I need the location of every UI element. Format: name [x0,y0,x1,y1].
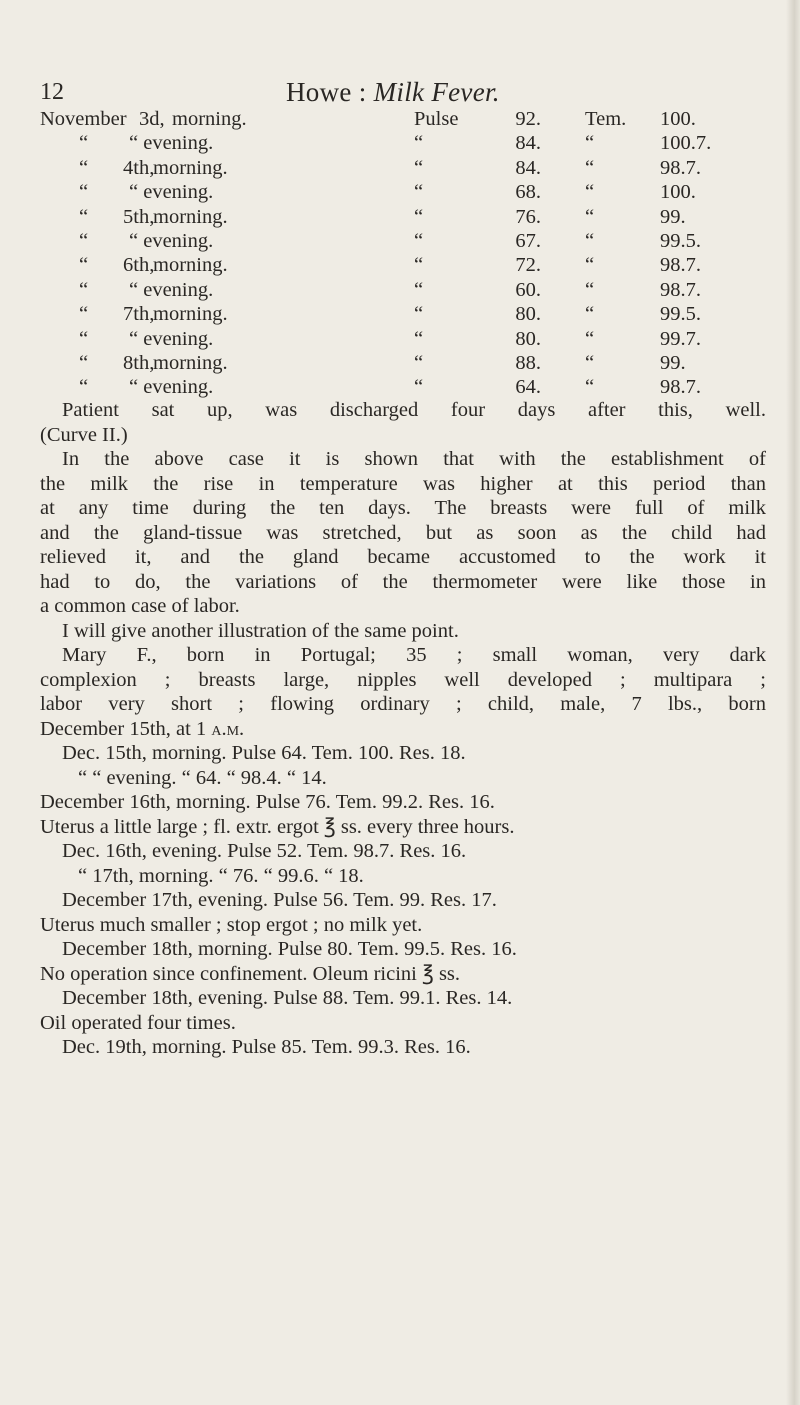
pulse-value: 64. [515,376,541,399]
time-of-day: “ evening. [129,132,214,155]
para1-line: and the gland-tissue was stretched, but as soon as the child had [40,521,766,544]
table-row [0,206,800,230]
temp-value: 99.5. [660,229,701,252]
temp-label: “ [585,254,595,277]
temp-label: Tem. [585,108,627,130]
pulse-value: 84. [515,156,541,179]
para3-text: December 15th, at 1 [40,717,207,740]
day: 3d, [139,108,165,130]
table-row [0,303,800,327]
pulse-label: “ [414,327,424,350]
record-note: No operation since confinement. Oleum ricini ℥ ss. [40,962,461,985]
pulse-label: “ [414,229,424,252]
time-of-day: morning. [153,303,228,326]
pulse-value: 80. [515,303,541,326]
running-head [286,77,500,108]
temperature-table [0,108,800,401]
time-of-day: “ evening. [129,327,214,350]
temp-value: 99. [660,351,686,374]
para3-line: labor very short ; flowing ordinary ; child, male, 7 lbs., born [40,693,766,715]
time-of-day: “ evening. [129,181,214,204]
temp-label: “ [585,303,595,326]
record-line: December 16th, morning. Pulse 76. Tem. 99.2. Res. 16. [40,791,495,813]
pulse-value: 76. [515,205,541,228]
para1-line: In the above case it is shown that with the establishment of [62,448,766,470]
ditto-mark: “ [79,254,89,277]
temp-label: “ [585,229,595,252]
pulse-label: “ [414,351,424,374]
running-head-title: Milk Fever. [373,77,500,107]
ditto-mark: “ [79,156,89,179]
pulse-label: “ [414,205,424,228]
para1-line: relieved it, and the gland became accustomed to the work it [40,546,766,568]
pulse-value: 84. [515,132,541,155]
para1-line: the milk the rise in temperature was higher at this period than [40,472,766,495]
temp-value: 98.7. [660,376,701,399]
temp-value: 100. [660,181,696,204]
temp-label: “ [585,205,595,228]
temp-label: “ [585,278,595,301]
ditto-mark: “ [79,181,89,204]
pulse-value: 88. [515,351,541,374]
temp-label: “ [585,132,595,155]
record-note: Uterus a little large ; fl. extr. ergot ℥ ss. every three hours. [40,815,515,838]
temp-label: “ [585,351,595,374]
para3-line: complexion ; breasts large, nipples well developed ; multipara ; [40,668,766,691]
ditto-mark: “ [79,351,89,374]
pulse-label: Pulse [414,108,459,130]
table-row [0,254,800,278]
page-number: 12 [40,79,64,105]
time-of-day: morning. [153,205,228,228]
temp-label: “ [585,156,595,179]
record-line: Dec. 16th, evening. Pulse 52. Tem. 98.7. Res. 16. [62,840,467,862]
pulse-label: “ [414,156,424,179]
temp-value: 98.7. [660,156,701,179]
temp-label: “ [585,376,595,399]
ditto-mark: November [40,108,127,130]
day: 7th, [123,303,155,326]
pulse-label: “ [414,376,424,399]
body-text [40,398,766,1060]
pulse-label: “ [414,254,424,277]
ditto-mark: “ [79,303,89,326]
table-row [0,352,800,376]
day: 8th, [123,351,155,374]
time-of-day: “ evening. [129,229,214,252]
pulse-value: 60. [515,278,541,301]
temp-value: 99.7. [660,327,701,350]
time-of-day: “ evening. [129,376,214,399]
pulse-value: 68. [515,181,541,204]
para1-line: a common case of labor. [40,595,240,617]
temp-label: “ [585,181,595,204]
record-note: Uterus much smaller ; stop ergot ; no milk yet. [40,913,423,936]
day: 6th, [123,254,155,277]
ditto-mark: “ [79,327,89,350]
temp-value: 100.7. [660,132,712,155]
table-row [0,328,800,352]
record-line: “ 17th, morning. “ 76. “ 99.6. “ 18. [78,864,364,887]
para1-line: had to do, the variations of the thermometer were like those in [40,570,766,593]
para1-line: at any time during the ten days. The breasts were full of milk [40,497,766,519]
record-line: “ “ evening. “ 64. “ 98.4. “ 14. [78,766,327,789]
record-line: Dec. 15th, morning. Pulse 64. Tem. 100. Res. 18. [62,742,466,764]
pulse-label: “ [414,132,424,155]
table-row [0,157,800,181]
time-of-day: morning. [153,156,228,179]
temp-value: 99. [660,205,686,228]
temp-value: 98.7. [660,254,701,277]
time-of-day: morning. [153,254,228,277]
temp-label: “ [585,327,595,350]
table-row [0,181,800,205]
curve-reference: (Curve II.) [40,423,128,446]
table-row [0,132,800,156]
pulse-label: “ [414,303,424,326]
time-of-day: “ evening. [129,278,214,301]
pulse-value: 67. [515,229,541,252]
ditto-mark: “ [79,132,89,155]
table-row [0,230,800,254]
table-row [0,279,800,303]
running-head-author: Howe : [286,77,367,107]
day: 5th, [123,205,155,228]
temp-value: 98.7. [660,278,701,301]
temp-value: 100. [660,108,696,130]
para2: I will give another illustration of the same point. [62,619,459,642]
para3-line [40,717,766,742]
pulse-value: 80. [515,327,541,350]
record-line: December 17th, evening. Pulse 56. Tem. 99. Res. 17. [62,889,497,911]
pulse-value: 92. [515,108,541,130]
ditto-mark: “ [79,376,89,399]
record-line: December 18th, evening. Pulse 88. Tem. 99.1. Res. 14. [62,987,513,1009]
para3-line: Mary F., born in Portugal; 35 ; small woman, very dark [62,644,766,666]
pulse-label: “ [414,278,424,301]
record-line: December 18th, morning. Pulse 80. Tem. 99.5. Res. 16. [62,938,517,960]
discharge-line: Patient sat up, was discharged four days after this, well. [62,399,766,421]
table-row [0,108,800,132]
ditto-mark: “ [79,229,89,252]
time-of-day: morning. [172,108,247,130]
record-note: Oil operated four times. [40,1011,236,1034]
day: 4th, [123,156,155,179]
ditto-mark: “ [79,205,89,228]
pulse-value: 72. [515,254,541,277]
ditto-mark: “ [79,278,89,301]
time-of-day: morning. [153,351,228,374]
pulse-label: “ [414,181,424,204]
time-am: a.m. [211,717,245,740]
temp-value: 99.5. [660,303,701,326]
record-line: Dec. 19th, morning. Pulse 85. Tem. 99.3. Res. 16. [62,1036,471,1058]
